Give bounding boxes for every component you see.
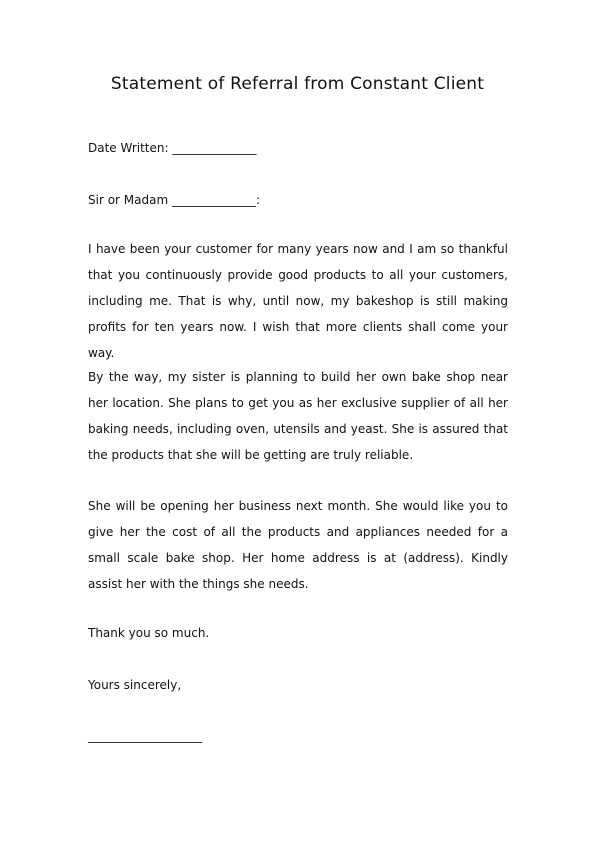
body-paragraph-2: By the way, my sister is planning to build her own bake shop near her location. She plans to get you as her exclusive supplier of all her baking needs, including oven, utensils and yeast. She is assured that the products that she will be getting are truly reliable. xyxy=(88,370,508,462)
signature-line: ___________________ xyxy=(88,729,202,743)
closing-line: Yours sincerely, xyxy=(88,678,182,692)
document-title: Statement of Referral from Constant Client xyxy=(110,74,485,94)
body-paragraph-1: I have been your customer for many years now and I am so thankful that you continuously provide good products to all your customers, including me. That is why, until now, my bakeshop is still making profits for ten years now. I wish that more clients shall come your way. xyxy=(88,242,508,360)
thanks-line: Thank you so much. xyxy=(88,626,210,640)
date-written-line: Date Written: ______________ xyxy=(88,141,257,155)
salutation: Sir or Madam ______________: xyxy=(88,193,261,207)
body-paragraph-3: She will be opening her business next month. She would like you to give her the cost of all the products and appliances needed for a small scale bake shop. Her home address is at (address). Kindly assist her with the things she needs. xyxy=(88,499,508,591)
